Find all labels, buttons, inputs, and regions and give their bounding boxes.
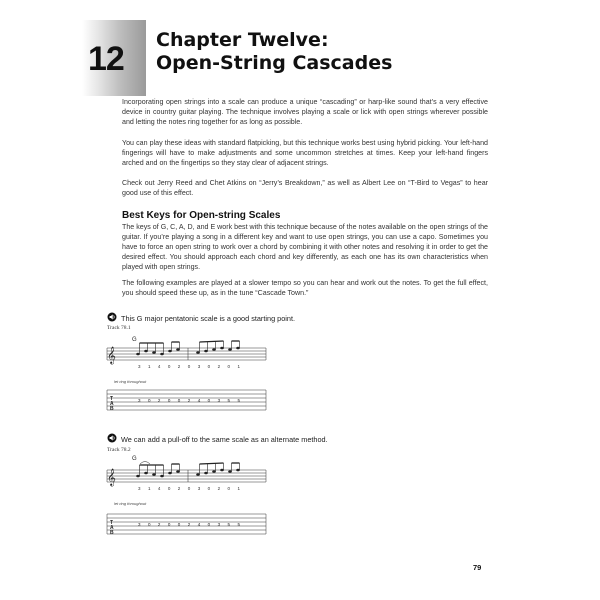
svg-text:A: A	[110, 401, 114, 407]
example-2-tab-lines	[107, 514, 266, 534]
example-1-track: Track 78.1	[107, 325, 131, 331]
section-paragraph-1: The keys of G, C, A, D, and E work best with this technique because of the notes available on the open strings of the guitar. If you’re playing a song in a different key and want to use open strings, you can use a capo. Sometimes you have to force an open string to work over a chord by combining it with other notes and resolving it in order to get the desired effect. You should approach each chord and key differently, as each one has its own characteristics when played with open strings.	[122, 223, 488, 271]
example-1-treble-clef: 𝄞	[107, 346, 116, 364]
intro-paragraph-1: Incorporating open strings into a scale can produce a unique “cascading” or harp-like sound that’s a very effective device in country guitar playing. The technique involves playing a scale or lick with open strings wherever possible and letting the notes ring together for as long as possible.	[122, 98, 488, 126]
example-2-staff-lines	[107, 470, 266, 482]
example-2-treble-clef: 𝄞	[107, 468, 116, 486]
example-2-notation	[104, 452, 269, 548]
example-1-tab-label: T	[110, 396, 114, 402]
example-2-caption	[107, 433, 328, 445]
section-heading: Best Keys for Open-string Scales	[122, 210, 281, 221]
example-1-chord-symbol: G	[132, 337, 137, 343]
example-1-tab-numbers: 3 0 2 0 0 2 4 0 3 5 5	[138, 398, 241, 403]
intro-paragraph-2: You can play these ideas with standard flatpicking, but this technique works best using hybrid picking. Your left-hand fingerings will have to make adjustments and some uncommon stretches at times. Keep your left-hand fingers arched and on the fingertips so they stay clear of adjacent strings.	[122, 139, 488, 167]
chapter-title-line2: Open-String Cascades	[156, 52, 393, 74]
chapter-title-line1: Chapter Twelve:	[156, 29, 329, 51]
svg-text:A: A	[110, 525, 114, 531]
example-2-tab-numbers: 3 0 2 0 0 2 4 0 3 5 5	[138, 522, 241, 527]
chapter-title	[156, 29, 392, 75]
intro-paragraph-3: Check out Jerry Reed and Chet Atkins on “Jerry’s Breakdown,” as well as Albert Lee on “T-Bird to Vegas” to hear good use of this effect.	[122, 179, 488, 197]
example-1-instruction: let ring throughout	[114, 379, 147, 384]
svg-text:B: B	[110, 530, 114, 536]
example-2-caption-text: We can add a pull-off to the same scale as an alternate method.	[121, 434, 328, 444]
example-1-caption-text: This G major pentatonic scale is a good starting point.	[121, 313, 295, 323]
example-1-caption	[107, 312, 295, 324]
example-1-fingering: 3 1 4 0 2 0 3 0 2 0 1	[138, 364, 241, 369]
svg-text:B: B	[110, 406, 114, 412]
example-2-fingering: 3 1 4 0 2 0 3 0 2 0 1	[138, 486, 241, 491]
example-2-tab-label: T	[110, 520, 114, 526]
example-2-instruction: let ring throughout	[114, 501, 147, 506]
example-1-staff-lines	[107, 348, 266, 360]
audio-speaker-icon[interactable]	[107, 312, 117, 324]
example-1-notation	[104, 330, 269, 422]
example-1-tab-lines	[107, 390, 266, 410]
chapter-number: 12	[88, 40, 124, 78]
section-paragraph-2: The following examples are played at a slower tempo so you can hear and work out the notes. To get the full effect, you should speed these up, as in the tune “Cascade Town.”	[122, 279, 488, 297]
example-2-chord-symbol: G	[132, 456, 137, 462]
page-number: 79	[473, 563, 482, 572]
example-2-slur	[140, 462, 150, 465]
example-2-track: Track 78.2	[107, 447, 131, 453]
audio-speaker-icon[interactable]	[107, 433, 117, 445]
